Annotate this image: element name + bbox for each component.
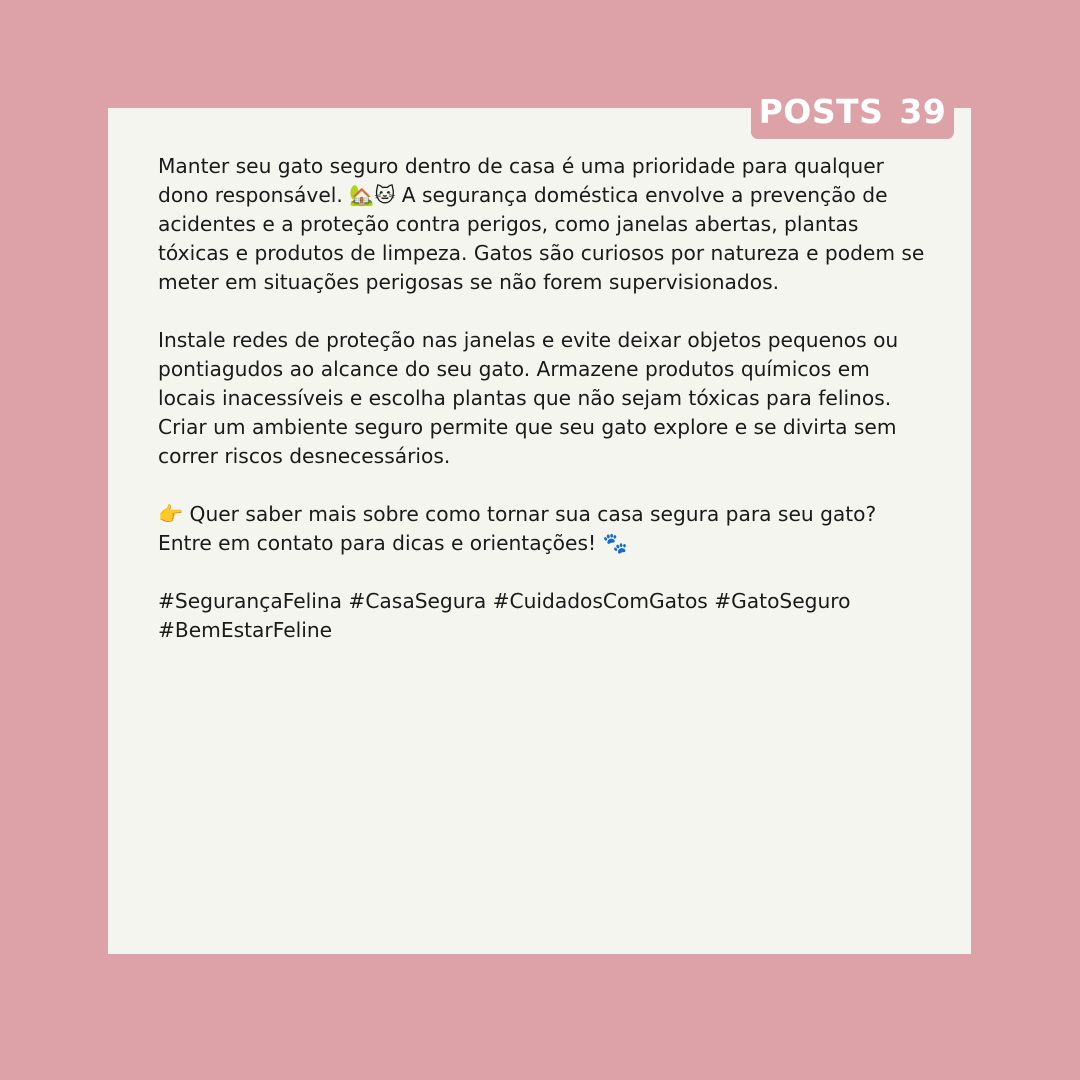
paragraph-intro: Manter seu gato seguro dentro de casa é uma prioridade para qualquer dono responsável. 🏡🐱 A segurança doméstica envolve a prevenção de acidentes e a proteção contra perigos, como janelas abertas, plantas tóxicas e produtos de limpeza. Gatos são curiosos por natureza e podem se meter em situações perigosas se não forem supervisionados.	[158, 154, 925, 294]
posts-badge	[751, 84, 954, 139]
hashtags: #SegurançaFelina #CasaSegura #CuidadosComGatos #GatoSeguro #BemEstarFeline	[158, 589, 851, 642]
call-to-action: 👉 Quer saber mais sobre como tornar sua casa segura para seu gato? Entre em contato para dicas e orientações! 🐾	[158, 502, 877, 555]
paragraph-tips: Instale redes de proteção nas janelas e evite deixar objetos pequenos ou pontiagudos ao alcance do seu gato. Armazene produtos químicos em locais inacessíveis e escolha plantas que não sejam tóxicas para felinos. Criar um ambiente seguro permite que seu gato explore e se divirta sem correr riscos desnecessários.	[158, 328, 899, 468]
badge-label: POSTS	[758, 92, 884, 131]
badge-number: 39	[899, 92, 947, 131]
post-text	[158, 152, 928, 645]
